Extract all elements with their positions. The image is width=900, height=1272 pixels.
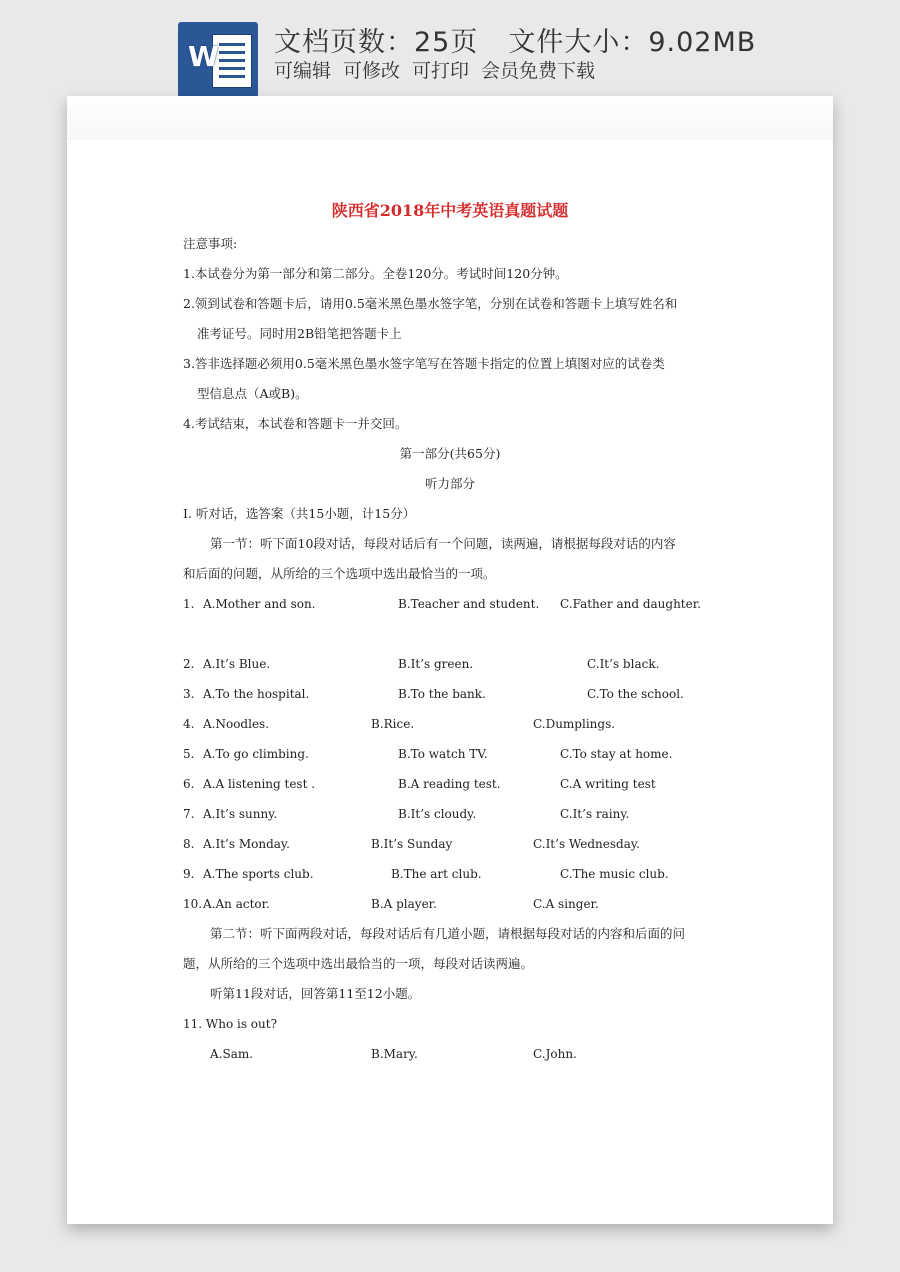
question-11: 11. Who is out? (183, 1017, 278, 1031)
listening-heading: 听力部分 (424, 476, 475, 491)
question-number: 1. (183, 597, 195, 611)
option-a: A.It’s Monday. (203, 837, 290, 851)
word-document-icon (178, 22, 258, 98)
option-c: C.John. (533, 1047, 577, 1061)
option-b: B.It’s green. (398, 657, 474, 671)
notice-3-cont: 型信息点（A或B)。 (197, 386, 308, 401)
document-page (67, 96, 833, 1224)
notice-heading: 注意事项: (183, 236, 238, 251)
option-b: B.Mary. (371, 1047, 418, 1061)
option-c: C.A singer. (533, 897, 599, 911)
option-c: C.To the school. (587, 687, 684, 701)
dialog-11-instruction: 听第11段对话，回答第11至12小题。 (210, 986, 421, 1001)
option-b: B.A reading test. (398, 777, 501, 791)
option-a: A.Noodles. (203, 717, 270, 731)
question-number: 4. (183, 717, 195, 731)
question-number: 8. (183, 837, 195, 851)
question-number: 5. (183, 747, 195, 761)
feature-list (274, 56, 674, 83)
option-c: C.The music club. (560, 867, 669, 881)
notice-2: 2.领到试卷和答题卡后，请用0.5毫米黑色墨水签字笔，分别在试卷和答题卡上填写姓名和 (183, 296, 678, 311)
option-a: A.To the hospital. (203, 687, 310, 701)
option-c: C.It’s Wednesday. (533, 837, 640, 851)
feature-member-download: 会员免费下载 (481, 60, 596, 82)
section1-intro-cont: 和后面的问题，从所给的三个选项中选出最恰当的一项。 (183, 566, 496, 581)
option-a: A.Mother and son. (203, 597, 316, 611)
notice-2-cont: 准考证号。同时用2B铅笔把答题卡上 (197, 326, 402, 341)
section-i-heading: Ⅰ. 听对话，选答案（共15小题，计15分） (183, 506, 416, 521)
page-count: 文档页数：25页 (274, 27, 479, 58)
doc-title: 陕西省2018年中考英语真题试题 (331, 201, 569, 220)
section2-intro-cont: 题，从所给的三个选项中选出最恰当的一项，每段对话读两遍。 (183, 956, 534, 971)
file-size: 文件大小：9.02MB (508, 27, 757, 58)
option-b: B.To the bank. (398, 687, 486, 701)
option-c: C.It’s rainy. (560, 807, 630, 821)
notice-4: 4.考试结束，本试卷和答题卡一并交回。 (183, 416, 408, 431)
feature-editable: 可编辑 (274, 60, 332, 82)
icon-letter: W (188, 40, 219, 73)
option-c: C.To stay at home. (560, 747, 673, 761)
option-a: A.A listening test . (203, 777, 316, 791)
question-number: 10. (183, 897, 203, 911)
option-b: B.It’s Sunday (371, 837, 453, 851)
option-a: A.An actor. (203, 897, 270, 911)
part-one-heading: 第一部分(共65分) (399, 446, 501, 461)
option-a: A.It’s Blue. (203, 657, 271, 671)
question-number: 3. (183, 687, 195, 701)
option-b: B.The art club. (391, 867, 482, 881)
option-b: B.To watch TV. (398, 747, 488, 761)
header (0, 0, 900, 100)
option-c: C.It’s black. (587, 657, 660, 671)
notice-1: 1.本试卷分为第一部分和第二部分。全卷120分。考试时间120分钟。 (183, 266, 568, 281)
question-number: 9. (183, 867, 195, 881)
feature-modifiable: 可修改 (343, 60, 401, 82)
option-b: B.Rice. (371, 717, 415, 731)
feature-printable: 可打印 (412, 60, 470, 82)
option-a: A.To go climbing. (203, 747, 309, 761)
option-a: A.Sam. (210, 1047, 254, 1061)
question-number: 7. (183, 807, 195, 821)
file-meta (274, 20, 884, 59)
section2-intro: 第二节：听下面两段对话，每段对话后有几道小题，请根据每段对话的内容和后面的问 (210, 926, 686, 941)
option-b: B.It’s cloudy. (398, 807, 477, 821)
question-number: 2. (183, 657, 195, 671)
question-number: 6. (183, 777, 195, 791)
option-c: C.A writing test (560, 777, 656, 791)
section1-intro: 第一节：听下面10段对话，每段对话后有一个问题，读两遍，请根据每段对话的内容 (210, 536, 676, 551)
option-a: A.The sports club. (203, 867, 314, 881)
notice-3: 3.答非选择题必须用0.5毫米黑色墨水签字笔写在答题卡指定的位置上填图对应的试卷类 (183, 356, 665, 371)
option-c: C.Father and daughter. (560, 597, 701, 611)
option-b: B.Teacher and student. (398, 597, 540, 611)
option-a: A.It’s sunny. (203, 807, 278, 821)
option-b: B.A player. (371, 897, 437, 911)
option-c: C.Dumplings. (533, 717, 616, 731)
